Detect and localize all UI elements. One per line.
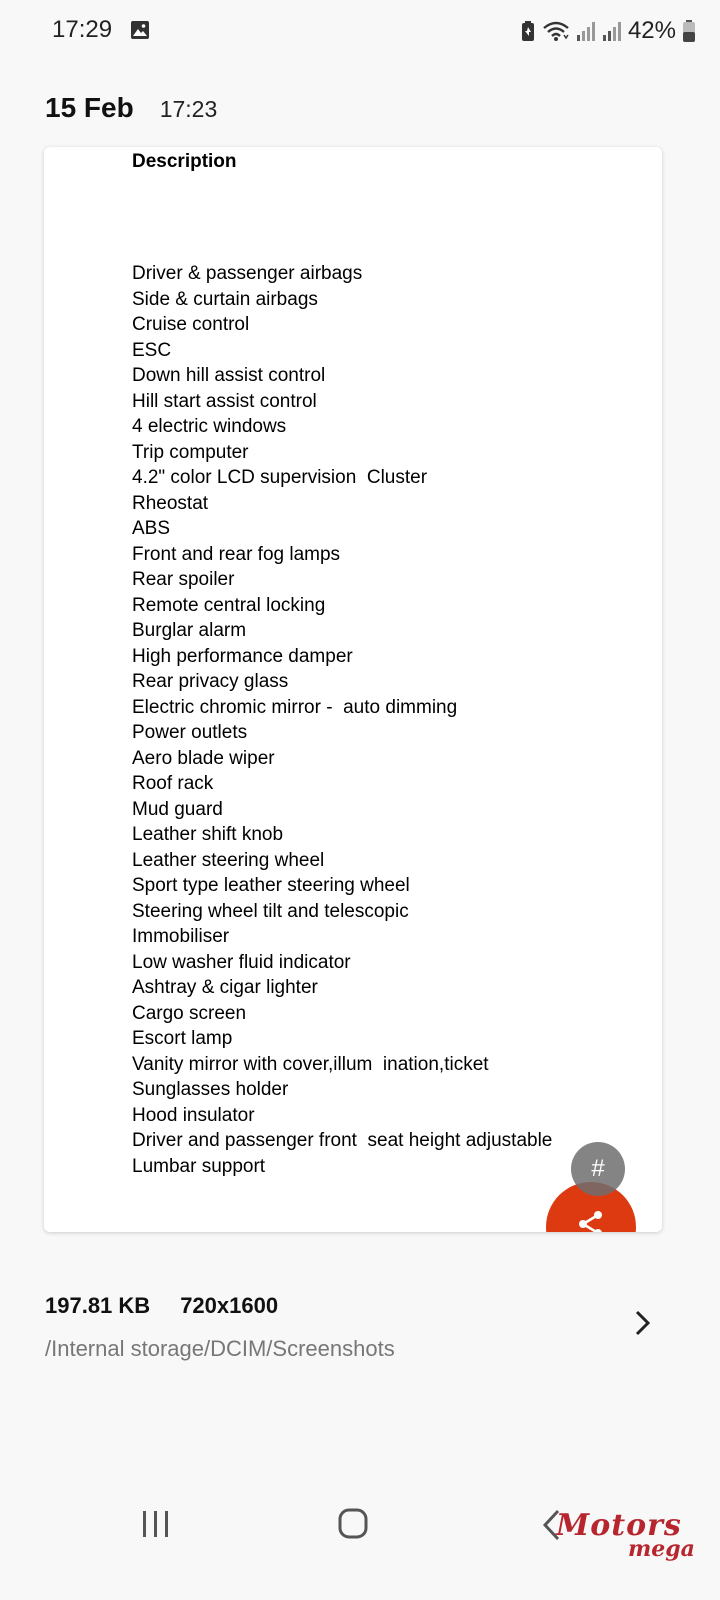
gallery-icon (130, 20, 150, 40)
list-item: Hill start assist control (132, 390, 317, 412)
list-item: Mud guard (132, 798, 223, 820)
list-item: Electric chromic mirror - auto dimming (132, 696, 458, 718)
list-item: Sport type leather steering wheel (132, 875, 410, 896)
list-item: Rear spoiler (132, 569, 235, 590)
battery-saver-icon (520, 20, 536, 42)
list-item: Roof rack (132, 773, 214, 794)
list-item: Driver & passenger airbags (132, 263, 363, 284)
list-item: ABS (132, 518, 171, 539)
image-preview[interactable] (44, 147, 662, 1232)
home-icon (337, 1507, 369, 1541)
watermark-logo (556, 1508, 706, 1564)
file-size: 197.81 KB (45, 1293, 151, 1318)
battery-percent: 42% (627, 17, 676, 44)
watermark-top: Motors (556, 1508, 682, 1543)
list-item: Rear privacy glass (132, 671, 289, 692)
list-item: Aero blade wiper (132, 747, 275, 769)
share-icon (577, 1210, 605, 1232)
document-heading: Description (132, 151, 237, 172)
recents-icon (141, 1508, 171, 1540)
recents-button[interactable] (141, 1508, 171, 1545)
list-item: Escort lamp (132, 1028, 233, 1049)
list-item: ESC (132, 339, 172, 361)
list-item: Ashtray & cigar lighter (132, 977, 318, 998)
list-item: Trip computer (132, 441, 249, 463)
capture-time: 17:23 (159, 96, 218, 122)
list-item: Power outlets (132, 722, 248, 743)
list-item: Leather steering wheel (132, 849, 325, 871)
list-item: Lumbar support (132, 1155, 266, 1177)
file-resolution: 720x1600 (180, 1293, 279, 1318)
list-item: Sunglasses holder (132, 1079, 289, 1100)
status-bar (0, 0, 720, 62)
status-time: 17:29 (52, 16, 113, 43)
hashtag-button[interactable]: # (571, 1142, 625, 1196)
list-item: Down hill assist control (132, 365, 326, 386)
list-item: Front and rear fog lamps (132, 543, 341, 565)
list-item: 4.2" color LCD supervision Cluster (132, 467, 428, 488)
list-item: Immobiliser (132, 926, 230, 947)
list-item: Vanity mirror with cover,illum ination,ticket (132, 1053, 489, 1075)
list-item: Hood insulator (132, 1104, 255, 1126)
file-details (45, 1293, 278, 1319)
list-item: Low washer fluid indicator (132, 951, 351, 973)
list-item: Burglar alarm (132, 620, 247, 641)
list-item: Rheostat (132, 492, 209, 514)
list-item: Cruise control (132, 314, 250, 335)
wifi-icon (542, 20, 570, 42)
list-item: 4 electric windows (132, 416, 287, 437)
feature-list (132, 261, 552, 1179)
list-item: Side & curtain airbags (132, 288, 318, 310)
status-icons (520, 16, 696, 46)
list-item: Cargo screen (132, 1002, 247, 1024)
list-item: Leather shift knob (132, 824, 284, 845)
file-path: /Internal storage/DCIM/Screenshots (45, 1336, 395, 1361)
list-item: Remote central locking (132, 594, 326, 616)
home-button[interactable] (337, 1507, 369, 1546)
signal-icon (576, 20, 596, 42)
list-item: High performance damper (132, 645, 353, 667)
signal-icon (602, 20, 622, 42)
watermark-bottom: mega (628, 1536, 695, 1562)
capture-date: 15 Feb (45, 92, 134, 123)
chevron-right-icon[interactable] (630, 1308, 654, 1343)
battery-icon (682, 19, 696, 43)
date-header (45, 92, 217, 124)
list-item: Steering wheel tilt and telescopic (132, 900, 409, 922)
list-item: Driver and passenger front seat height adjustable (132, 1130, 553, 1151)
